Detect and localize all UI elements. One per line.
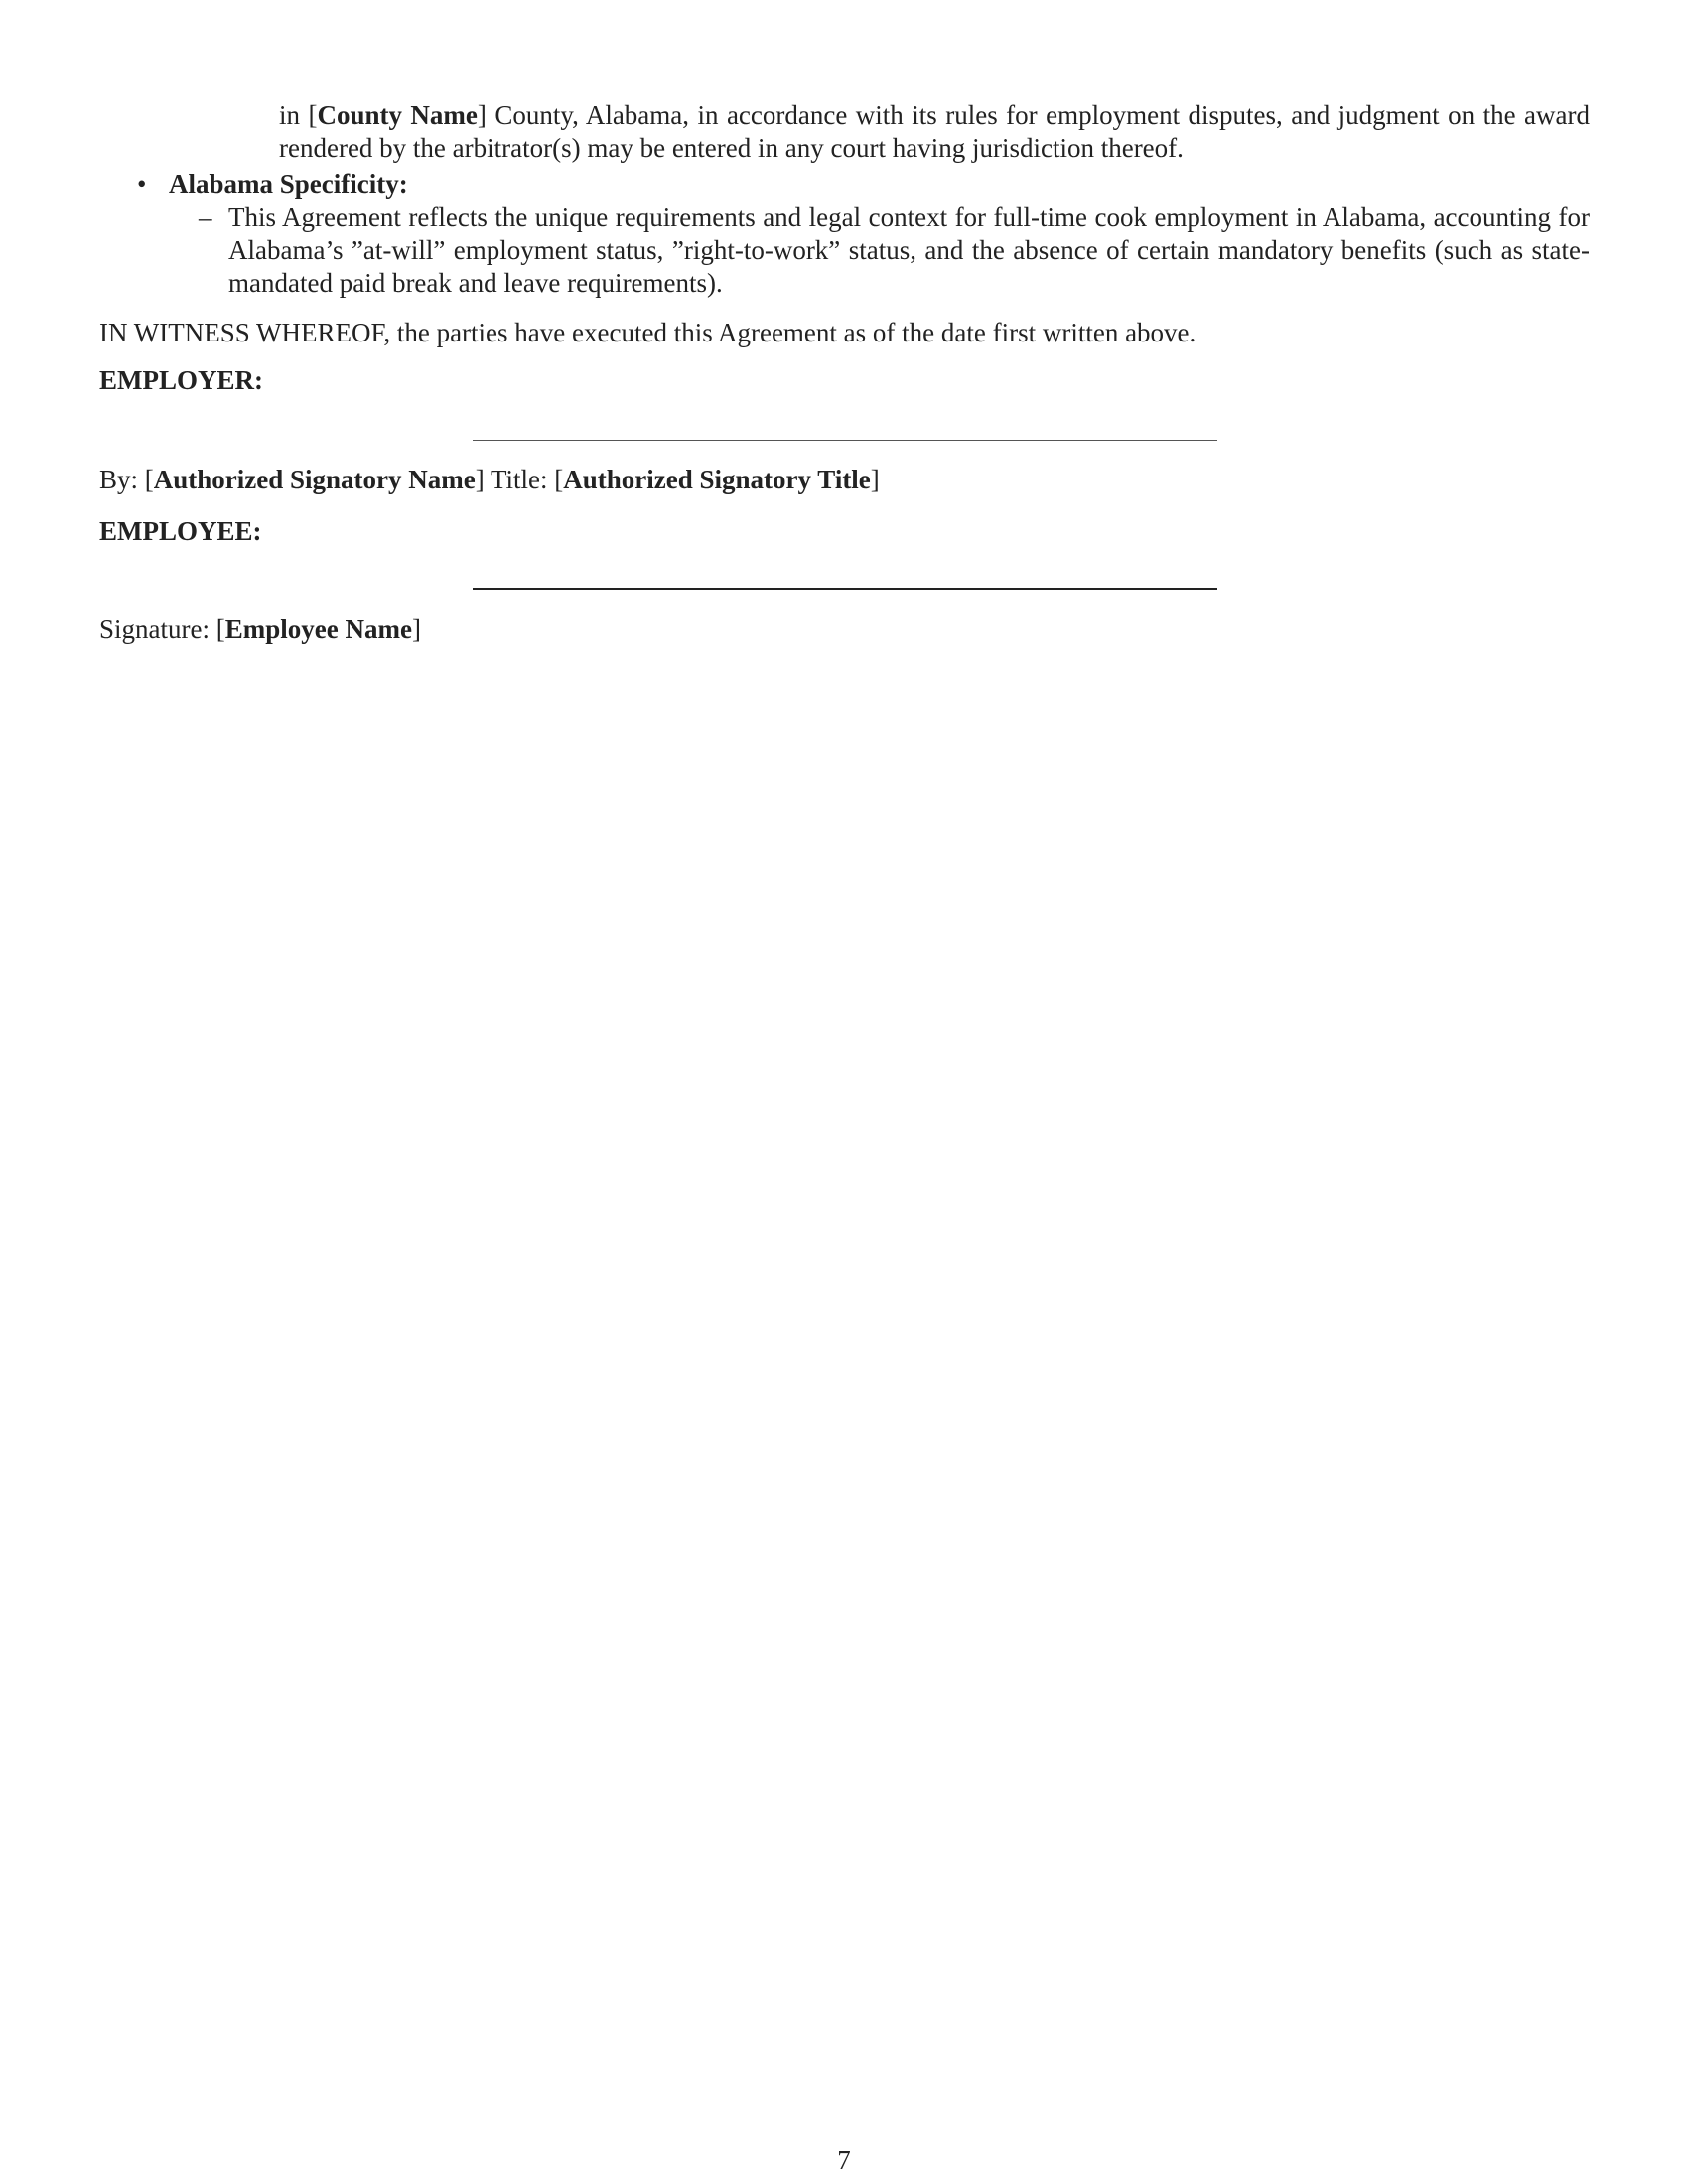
- bracket-open: in [: [279, 100, 318, 130]
- signatory-title-placeholder: Authorized Signatory Title: [563, 465, 871, 494]
- title-prefix: ] Title: [: [475, 465, 564, 494]
- signature-prefix: Signature: [: [99, 614, 225, 644]
- bracket-close: ]: [411, 614, 421, 644]
- employer-signatory-line: [99, 464, 1489, 496]
- employee-name-placeholder: Employee Name: [224, 614, 412, 644]
- employer-signature-line: [473, 440, 1217, 441]
- alabama-specificity-heading: Alabama Specificity:: [169, 169, 408, 199]
- bullet-icon: •: [137, 169, 147, 199]
- page-number: 7: [837, 2145, 851, 2175]
- alabama-specificity-text: This Agreement reflects the unique requirements and legal context for full-time cook employment in Alabama, accounting for Alabama’s ”at-will” employment status, ”right-to-work” status, and the absence of certain mandatory benefits (such as state-mandated paid break and leave requirements).: [228, 203, 1590, 298]
- bracket-close: ]: [870, 465, 880, 494]
- employee-label: EMPLOYEE:: [99, 516, 262, 546]
- arbitration-clause-continuation: [279, 99, 1590, 165]
- employee-signature-caption: [99, 614, 1489, 646]
- county-name-placeholder: County Name: [317, 100, 478, 130]
- by-prefix: By: [: [99, 465, 154, 494]
- dash-icon: –: [199, 203, 212, 232]
- employee-signature-line: [473, 588, 1217, 590]
- signatory-name-placeholder: Authorized Signatory Name: [153, 465, 476, 494]
- employer-label: EMPLOYER:: [99, 365, 263, 395]
- witness-clause: IN WITNESS WHEREOF, the parties have executed this Agreement as of the date first written above.: [99, 318, 1196, 347]
- arbitration-clause-text: ] County, Alabama, in accordance with its rules for employment disputes, and judgment on the award rendered by the arbitrator(s) may be entered in any court having jurisdiction thereof.: [279, 100, 1590, 163]
